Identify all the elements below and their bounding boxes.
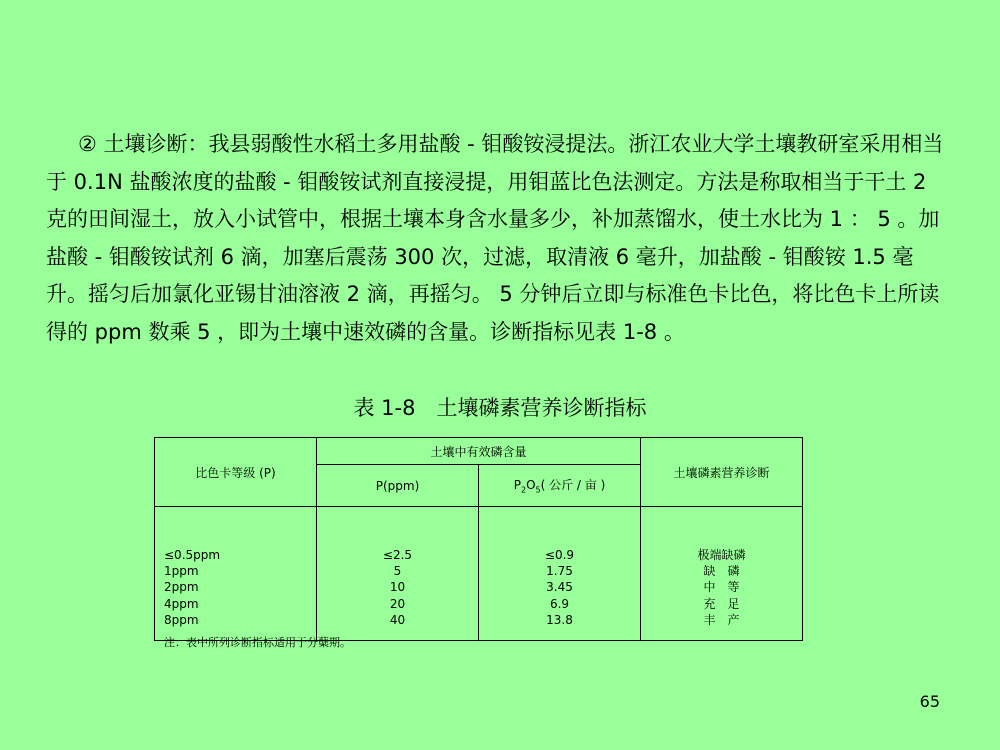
diagnosis-cell: 中 等 — [703, 580, 740, 595]
page-number: 65 — [919, 692, 940, 711]
diagnosis-cell: 缺 磷 — [703, 564, 740, 579]
p2o5-cell: 13.8 — [546, 612, 573, 627]
grade-cell: 8ppm — [164, 612, 199, 627]
header-p2o5-sub1: 2 — [520, 485, 527, 495]
grade-column — [155, 507, 317, 641]
grade-cell: 2ppm — [164, 580, 199, 595]
header-p2o5-suffix: ( 公斤 / 亩 ) — [540, 478, 606, 493]
ppm-cell: 20 — [389, 596, 406, 611]
header-diagnosis: 土壤磷素营养诊断 — [641, 438, 803, 507]
diagnosis-cell: 充 足 — [703, 596, 740, 611]
ppm-cell: ≤2.5 — [382, 547, 413, 562]
header-p2o5-sub2: 5 — [535, 485, 541, 495]
p2o5-cell: 3.45 — [546, 580, 573, 595]
header-p2o5 — [479, 465, 641, 507]
header-p2o5-mid: O — [526, 478, 536, 493]
header-available-p: 土壤中有效磷含量 — [317, 438, 641, 465]
body-paragraph: ② 土壤诊断：我县弱酸性水稻土多用盐酸 - 钼酸铵浸提法。浙江农业大学土壤教研室采用相当于 0.1N 盐酸浓度的盐酸 - 钼酸铵试剂直接浸提，用钼蓝比色法测定。方法是称取相当于干土 2 克的田间湿土，放入小试管中，根据土壤本身含水量多少，补加蒸馏水，使土水比为 1 ： 5 。加盐酸 - 钼酸铵试剂 6 滴，加塞后震荡 300 次，过滤，取清液 6 毫升，加盐酸 - 钼酸铵 1.5 毫升。摇匀后加氯化亚锡甘油溶液 2 滴，再摇匀。 5 分钟后立即与标准色卡比色，将比色卡上所读得的 ppm 数乘 5 ，即为土壤中速效磷的含量。诊断指标见表 1-8 。 — [46, 132, 944, 344]
grade-cell: 4ppm — [164, 596, 199, 611]
p2o5-column — [479, 507, 641, 641]
grade-cell: 1ppm — [164, 564, 199, 579]
header-p2o5-prefix: P — [513, 478, 521, 493]
ppm-cell: 10 — [389, 580, 406, 595]
grade-cell: ≤0.5ppm — [164, 547, 221, 562]
table-caption: 表 1-8 土壤磷素营养诊断指标 — [353, 396, 647, 420]
p2o5-cell: 6.9 — [549, 596, 570, 611]
table-note: 注：表中所列诊断指标适用于分蘖期。 — [164, 636, 351, 649]
p2o5-cell: 1.75 — [546, 564, 573, 579]
header-grade: 比色卡等级 (P) — [155, 438, 317, 507]
header-ppm: P(ppm) — [317, 465, 479, 507]
ppm-cell: 40 — [389, 612, 406, 627]
diagnosis-column — [641, 507, 803, 641]
ppm-column — [317, 507, 479, 641]
diagnosis-table — [154, 437, 803, 641]
ppm-cell: 5 — [393, 564, 402, 579]
diagnosis-cell: 丰 产 — [703, 612, 740, 627]
diagnosis-cell: 极端缺磷 — [697, 547, 746, 562]
p2o5-cell: ≤0.9 — [544, 547, 575, 562]
